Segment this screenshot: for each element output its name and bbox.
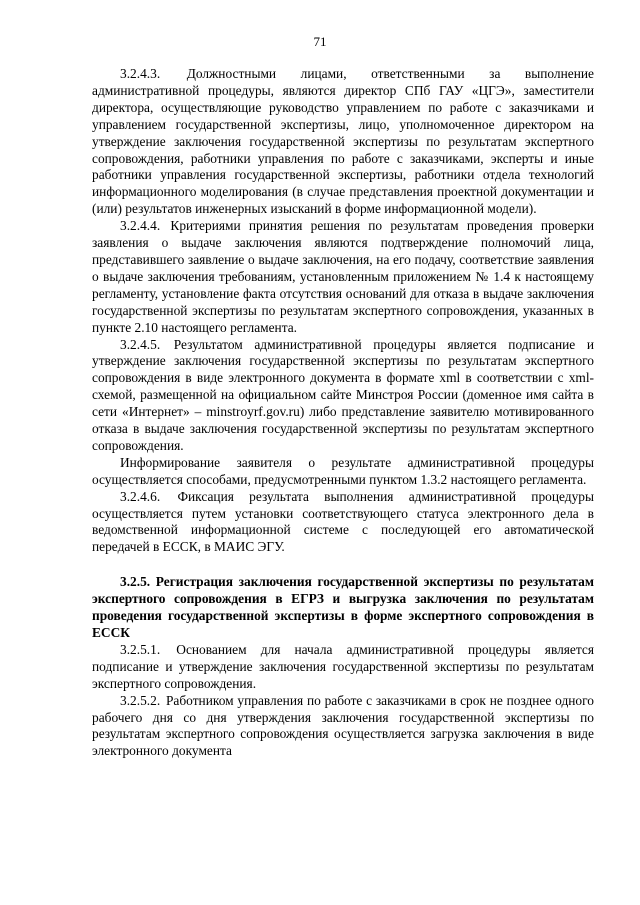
paragraph-text: Работником управления по работе с заказчиками в срок не позднее одного рабочего дня со дня утверждения заключения государственной экспертизы по результатам экспертного сопровождения осуществляется загрузка заключения в виде электронного документа: [92, 692, 594, 759]
paragraph-3-2-5-2: [92, 693, 594, 761]
paragraph-3-2-4-4: [92, 218, 594, 336]
document-body: [92, 66, 594, 760]
paragraph-3-2-4-5: [92, 337, 594, 455]
paragraph-text: Результатом административной процедуры является подписание и утверждение заключения государственной экспертизы по результатам экспертного сопровождения в виде электронного документа в формате xml в соответствии с xml-схемой, размещенной на официальном сайте Минстроя России (доменное имя сайта в сети «Интернет» – minstroyrf.gov.ru) либо представление заявителю мотивированного отказа в выдаче заключения государственной экспертизы по результатам экспертного сопровождения.: [92, 336, 594, 453]
section-heading-3-2-5: 3.2.5. Регистрация заключения государственной экспертизы по результатам экспертного сопровождения в ЕГРЗ и выгрузка заключения по результатам проведения государственной экспертизы в форме экспертного сопровождения в ЕССК: [92, 574, 594, 640]
paragraph-number: 3.2.4.3.: [120, 66, 161, 81]
paragraph-3-2-5-1: [92, 642, 594, 693]
paragraph-text: Должностными лицами, ответственными за выполнение административной процедуры, являются директор СПб ГАУ «ЦГЭ», заместители директора, осуществляющие руководство управлением по работе с заказчиками и управлением государственной экспертизы, лицо, уполномоченное директором на утверждение заключения государственной экспертизы по результатам экспертного сопровождения, работники управления по работе с заказчиками, эксперты и иные работники управления государственной экспертизы, работники отдела технологий информационного моделирования (в случае представления проектной документации и (или) результатов инженерных изысканий в форме информационной модели).: [92, 66, 595, 217]
paragraph-text: Основанием для начала административной процедуры является подписание и утверждение заключения государственной экспертизы по результатам экспертного сопровождения.: [92, 641, 594, 691]
paragraph-text: Информирование заявителя о результате административной процедуры осуществляется способами, предусмотренными пунктом 1.3.2 настоящего регламента.: [92, 454, 594, 487]
page-number: 71: [313, 34, 327, 49]
paragraph-text: Критериями принятия решения по результатам проведения проверки заявления о выдаче заключения являются подтверждение полномочий лица, представившего заявление о выдаче заключения, на его подачу, соответствие заявления о выдаче заключения требованиям, установленным приложением № 1.4 к настоящему регламенту, установление факта отсутствия оснований для отказа в выдаче заключения государственной экспертизы по результатам экспертного сопровождения, указанных в пункте 2.10 настоящего регламента.: [92, 218, 594, 335]
paragraph-number: 3.2.5.1.: [120, 641, 161, 657]
paragraph-number: 3.2.4.6.: [120, 488, 161, 504]
paragraph-3-2-4-6: [92, 489, 594, 557]
paragraph-text: Фиксация результата выполнения административной процедуры осуществляется путем установки соответствующего статуса электронного дела в ведомственной информационной системе с последующей его автоматической передачей в ЕССК, в МАИС ЭГУ.: [92, 488, 594, 555]
paragraph-informing: [92, 455, 594, 489]
paragraph-3-2-4-3: [92, 66, 594, 218]
paragraph-number: 3.2.5.2.: [120, 692, 161, 708]
paragraph-number: 3.2.4.5.: [120, 336, 161, 352]
paragraph-number: 3.2.4.4.: [120, 218, 161, 234]
